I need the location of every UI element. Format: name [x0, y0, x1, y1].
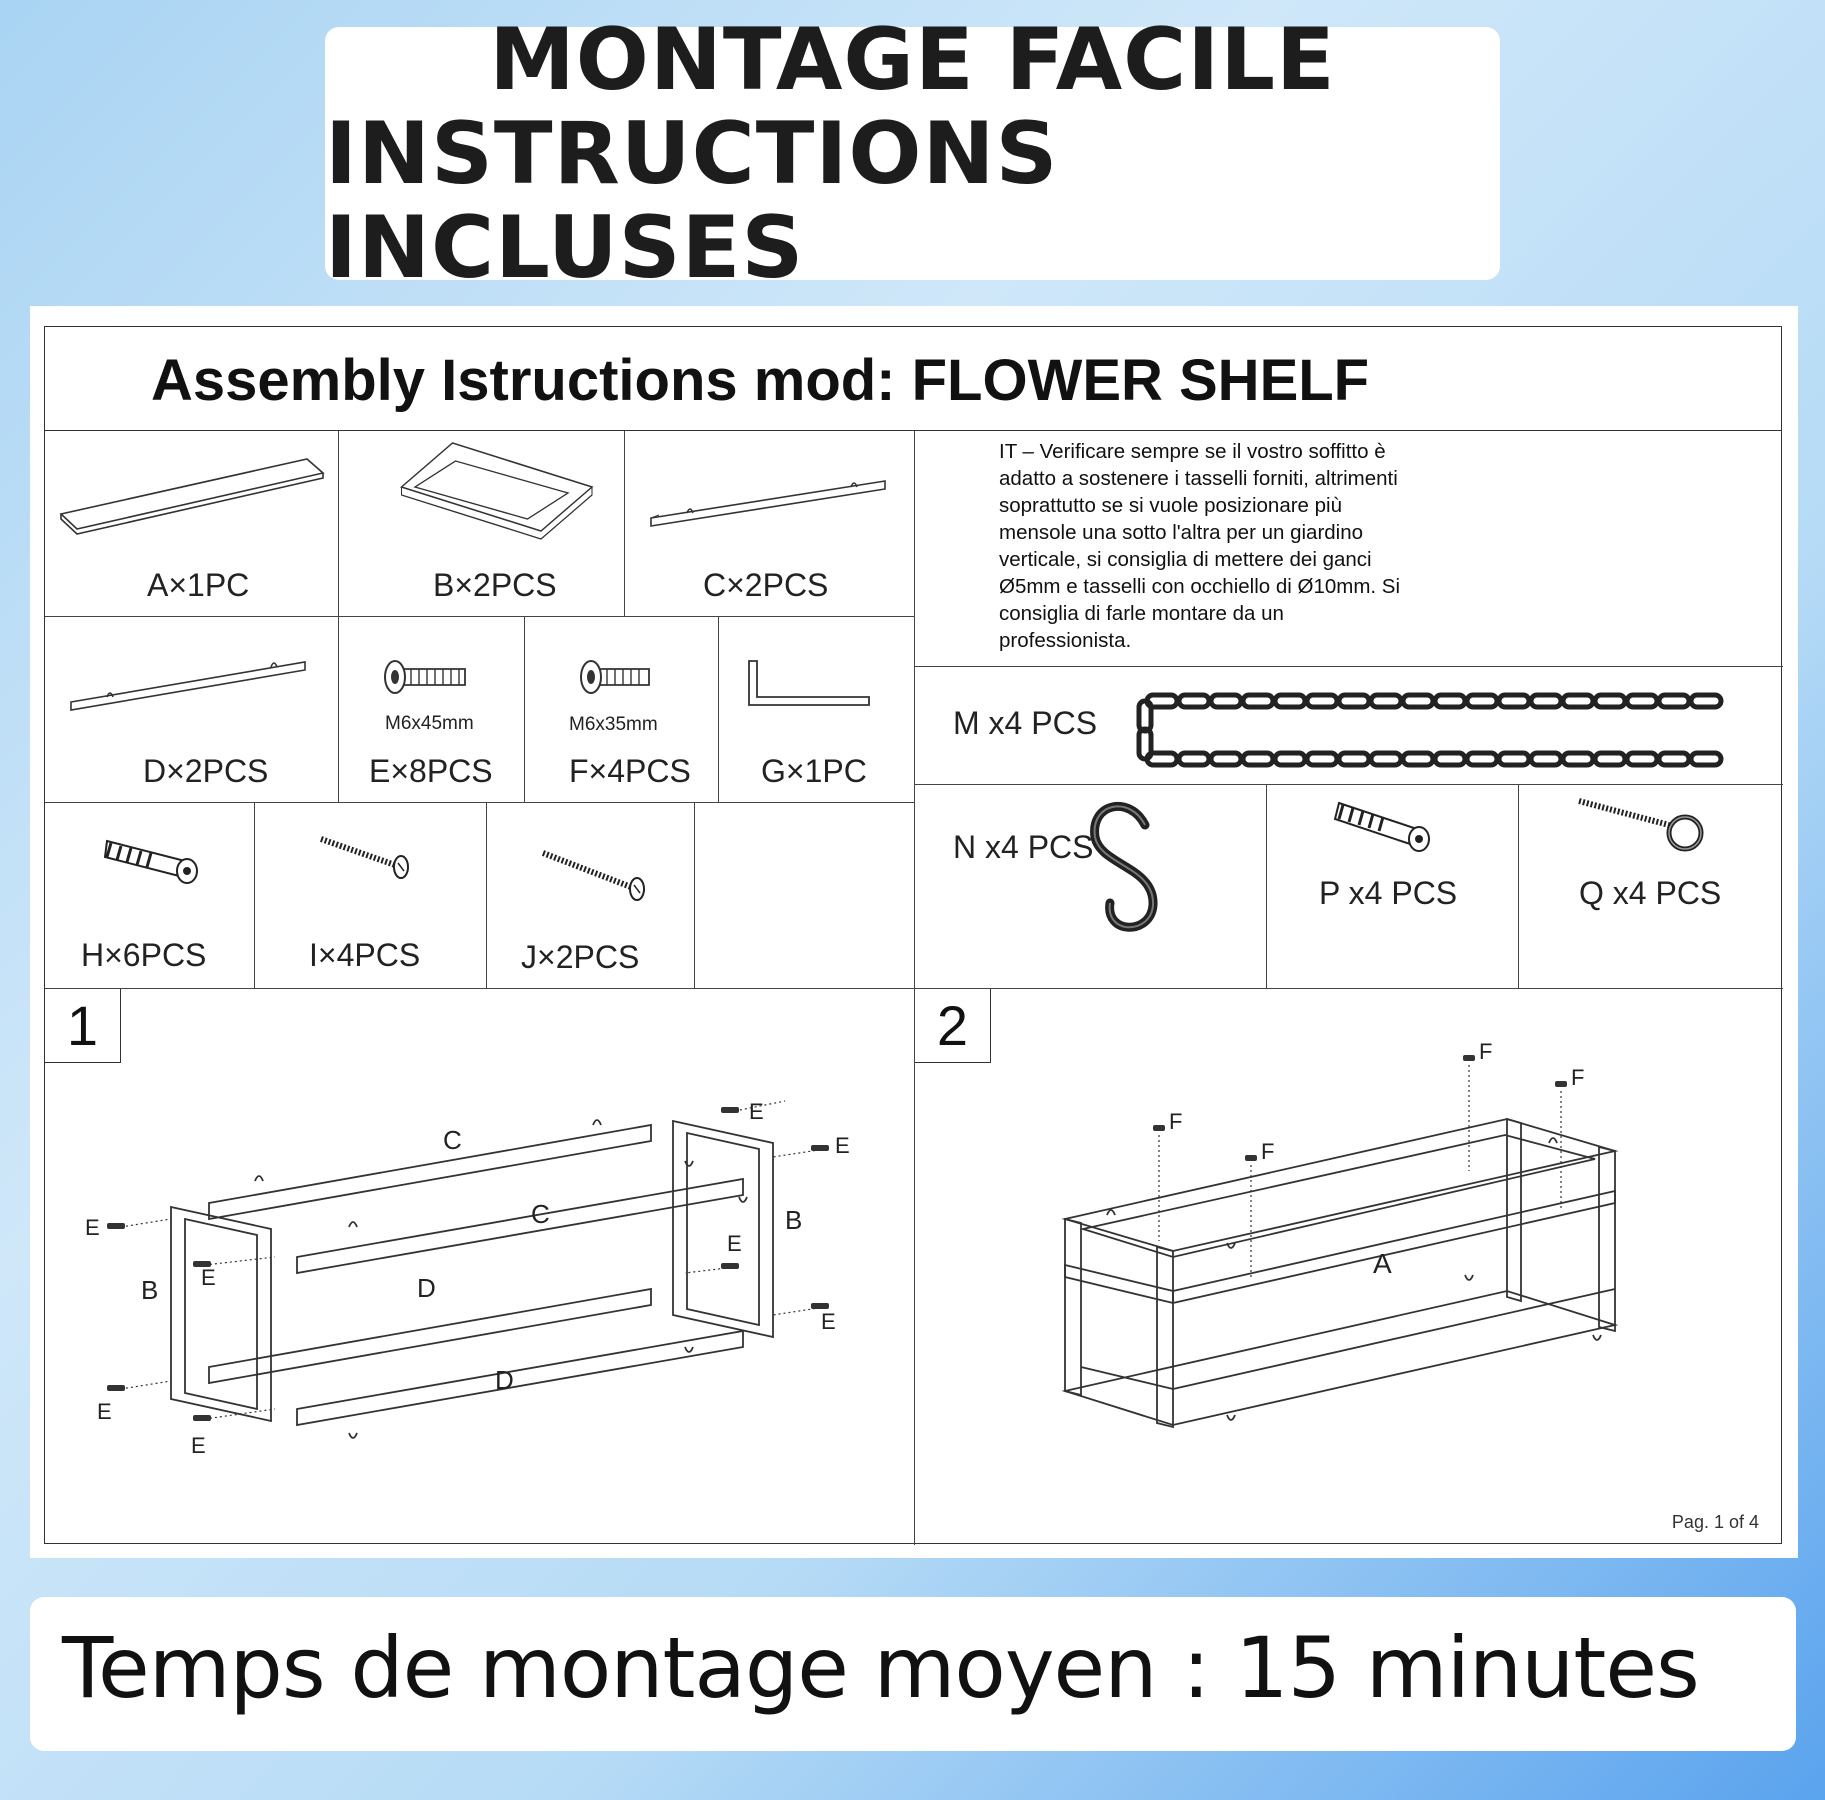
part-cell-b: [339, 431, 625, 617]
step-1-label-c-front: C: [531, 1199, 550, 1229]
instruction-sheet: [30, 306, 1798, 1558]
banner-line-1: MONTAGE FACILE: [489, 9, 1336, 110]
part-label-g: G×1PC: [761, 753, 867, 789]
document-title: Assembly Istructions mod: FLOWER SHELF: [45, 327, 1781, 431]
part-cell-m: [915, 667, 1783, 785]
step-1-label-b-left: B: [141, 1275, 159, 1305]
bolt-icon: [525, 617, 719, 697]
svg-text:F: F: [1479, 1039, 1493, 1064]
bar-icon: [625, 431, 915, 551]
part-label-d: D×2PCS: [143, 753, 269, 789]
part-label-f: F×4PCS: [569, 753, 691, 789]
part-label-c: C×2PCS: [703, 567, 829, 603]
step-2-diagram: [915, 989, 1783, 1545]
part-cell-i: [255, 803, 487, 989]
instruction-document: [44, 326, 1782, 1544]
part-cell-empty: [695, 803, 915, 989]
chain-icon: [915, 667, 1783, 785]
part-label-m: M x4 PCS: [953, 705, 1098, 741]
screw-icon: [487, 803, 695, 913]
svg-text:F: F: [1261, 1139, 1275, 1164]
step-1-label-b-right: B: [785, 1205, 803, 1235]
part-cell-a: [45, 431, 339, 617]
step-1-panel: [45, 989, 915, 1545]
part-cell-c: [625, 431, 915, 617]
part-cell-q: [1519, 785, 1783, 989]
part-label-n: N x4 PCS: [953, 829, 1094, 865]
svg-text:E: E: [191, 1433, 206, 1458]
part-label-j: J×2PCS: [521, 939, 640, 975]
bolt-icon: [339, 617, 525, 697]
svg-text:E: E: [727, 1231, 742, 1256]
part-label-h: H×6PCS: [81, 937, 207, 973]
step-1-label-c-top: C: [443, 1125, 462, 1155]
wood-plank-icon: [45, 431, 339, 551]
part-size-e: M6x45mm: [385, 713, 474, 734]
wall-plug-icon: [45, 803, 255, 913]
eye-screw-icon: [1519, 785, 1783, 885]
page-number: Pag. 1 of 4: [1671, 1512, 1759, 1532]
svg-text:E: E: [201, 1265, 216, 1290]
part-cell-f: [525, 617, 719, 803]
bar-icon: [45, 617, 339, 737]
step-1-label-d-back: D: [417, 1273, 436, 1303]
part-cell-e: [339, 617, 525, 803]
step-1-label-d-front: D: [495, 1365, 514, 1395]
part-cell-g: [719, 617, 915, 803]
assembly-time-text: Temps de montage moyen : 15 minutes: [62, 1619, 1699, 1717]
svg-text:E: E: [97, 1399, 112, 1424]
part-label-q: Q x4 PCS: [1579, 875, 1722, 911]
part-label-i: I×4PCS: [309, 937, 421, 973]
svg-text:F: F: [1169, 1109, 1183, 1134]
part-label-a: A×1PC: [147, 567, 250, 603]
step-2-number: 2: [915, 989, 991, 1063]
step-2-label-a: A: [1373, 1248, 1392, 1279]
part-cell-d: [45, 617, 339, 803]
svg-text:E: E: [821, 1309, 836, 1334]
allen-key-icon: [719, 617, 915, 717]
wall-plug-icon: [1267, 785, 1519, 885]
svg-text:E: E: [835, 1133, 850, 1158]
screw-icon: [255, 803, 487, 913]
svg-text:F: F: [1571, 1065, 1585, 1090]
step-1-diagram: [45, 989, 915, 1545]
part-size-f: M6x35mm: [569, 714, 658, 735]
banner-line-2: INSTRUCTIONS INCLUSES: [325, 103, 1059, 298]
part-label-b: B×2PCS: [433, 567, 557, 603]
step-2-panel: [915, 989, 1783, 1545]
safety-note: IT – Verificare sempre se il vostro soffitto è adatto a sostenere i tasselli forniti, altrimenti soprattutto se si vuole posizionare più mensole una sotto l'altra per un giardino verticale, si consiglia di mettere dei ganci Ø5mm e tasselli con occhiello di Ø10mm. Si consiglia di farle montare da un professionista.: [999, 440, 1401, 652]
svg-text:E: E: [749, 1099, 764, 1124]
frame-icon: [339, 431, 625, 551]
top-banner: [325, 9, 1500, 298]
part-label-e: E×8PCS: [369, 753, 493, 789]
part-cell-h: [45, 803, 255, 989]
step-1-number: 1: [45, 989, 121, 1063]
svg-text:E: E: [85, 1215, 100, 1240]
bottom-banner: [30, 1597, 1796, 1751]
part-cell-j: [487, 803, 695, 989]
part-cell-n: [915, 785, 1267, 989]
part-label-p: P x4 PCS: [1319, 875, 1458, 911]
part-cell-p: [1267, 785, 1519, 989]
s-hook-icon: [915, 785, 1267, 989]
